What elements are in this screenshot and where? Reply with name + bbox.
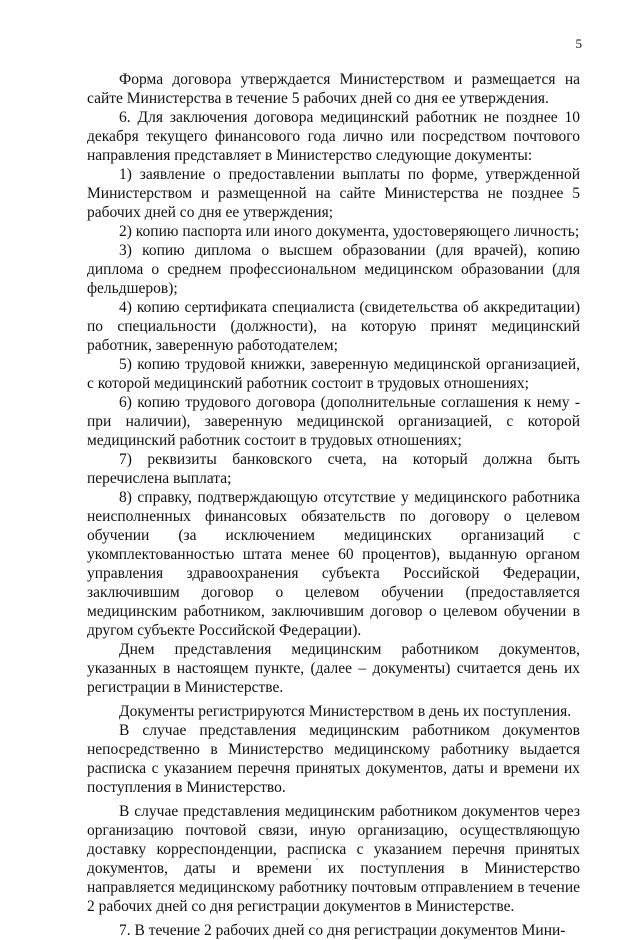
paragraph: В случае представления медицинским работником документов непосредственно в Министерство медицинскому работнику выдается расписка с указанием перечня принятых документов, даты и времени их поступления в Министерство. bbox=[87, 722, 580, 796]
page-number: 5 bbox=[575, 36, 582, 51]
paragraph: 7) реквизиты банковского счета, на который должна быть перечислена выплата; bbox=[87, 451, 580, 487]
paragraph: 5) копию трудовой книжки, заверенную медицинской организацией, с которой медицинский работник состоит в трудовых отношениях; bbox=[87, 356, 580, 392]
paragraph: 6. Для заключения договора медицинский работник не позднее 10 декабря текущего финансового года лично или посредством почтового направления представляет в Министерство следующие документы: bbox=[87, 109, 580, 164]
paragraph: Днем представления медицинским работником документов, указанных в настоящем пункте, (далее – документы) считается день их регистрации в Министерстве. bbox=[87, 641, 580, 696]
paragraph: 8) справку, подтверждающую отсутствие у медицинского работника неисполненных финансовых обязательств по договору о целевом обучении (за исключением медицинских организаций с укомплектованностью штата менее 60 процентов), выданную органом управления здравоохранения субъекта Российской Федерации, заключившим договор о целевом обучении (предоставляется медицинским работником, заключившим договор о целевом обучении в другом субъекте Российской Федерации). bbox=[87, 489, 580, 639]
paragraph: 6) копию трудового договора (дополнительные соглашения к нему - при наличии), заверенную медицинской организацией, с которой медицинский работник состоит в трудовых отношениях; bbox=[87, 394, 580, 449]
paragraph: Документы регистрируются Министерством в день их поступления. bbox=[119, 703, 572, 720]
paragraph: 4) копию сертификата специалиста (свидетельства об аккредитации) по специальности (должности), на которую принят медицинский работник, заверенную работодателем; bbox=[87, 299, 580, 354]
document-body bbox=[87, 70, 580, 940]
paragraph: 7. В течение 2 рабочих дней со дня регистрации документов Мини- bbox=[119, 922, 566, 939]
paragraph: 1) заявление о предоставлении выплаты по форме, утвержденной Министерством и размещенной на сайте Министерства не позднее 5 рабочих дней со дня ее утверждения; bbox=[87, 166, 580, 221]
paragraph: Форма договора утверждается Министерством и размещается на сайте Министерства в течение 5 рабочих дней со дня ее утверждения. bbox=[87, 71, 580, 107]
paragraph: 2) копию паспорта или иного документа, удостоверяющего личность; bbox=[119, 223, 580, 240]
scan-speck bbox=[316, 858, 318, 860]
paragraph: В случае представления медицинским работником документов через организацию почтовой связи, иную организацию, осуществляющую доставку корреспонденции, расписка с указанием перечня принятых документов, даты и времени их поступления в Министерство направляется медицинскому работнику почтовым отправлением в течение 2 рабочих дней со дня регистрации документов в Министерстве. bbox=[87, 803, 580, 915]
paragraph: 3) копию диплома о высшем образовании (для врачей), копию диплома о среднем профессиональном медицинском образовании (для фельдшеров); bbox=[87, 242, 580, 297]
